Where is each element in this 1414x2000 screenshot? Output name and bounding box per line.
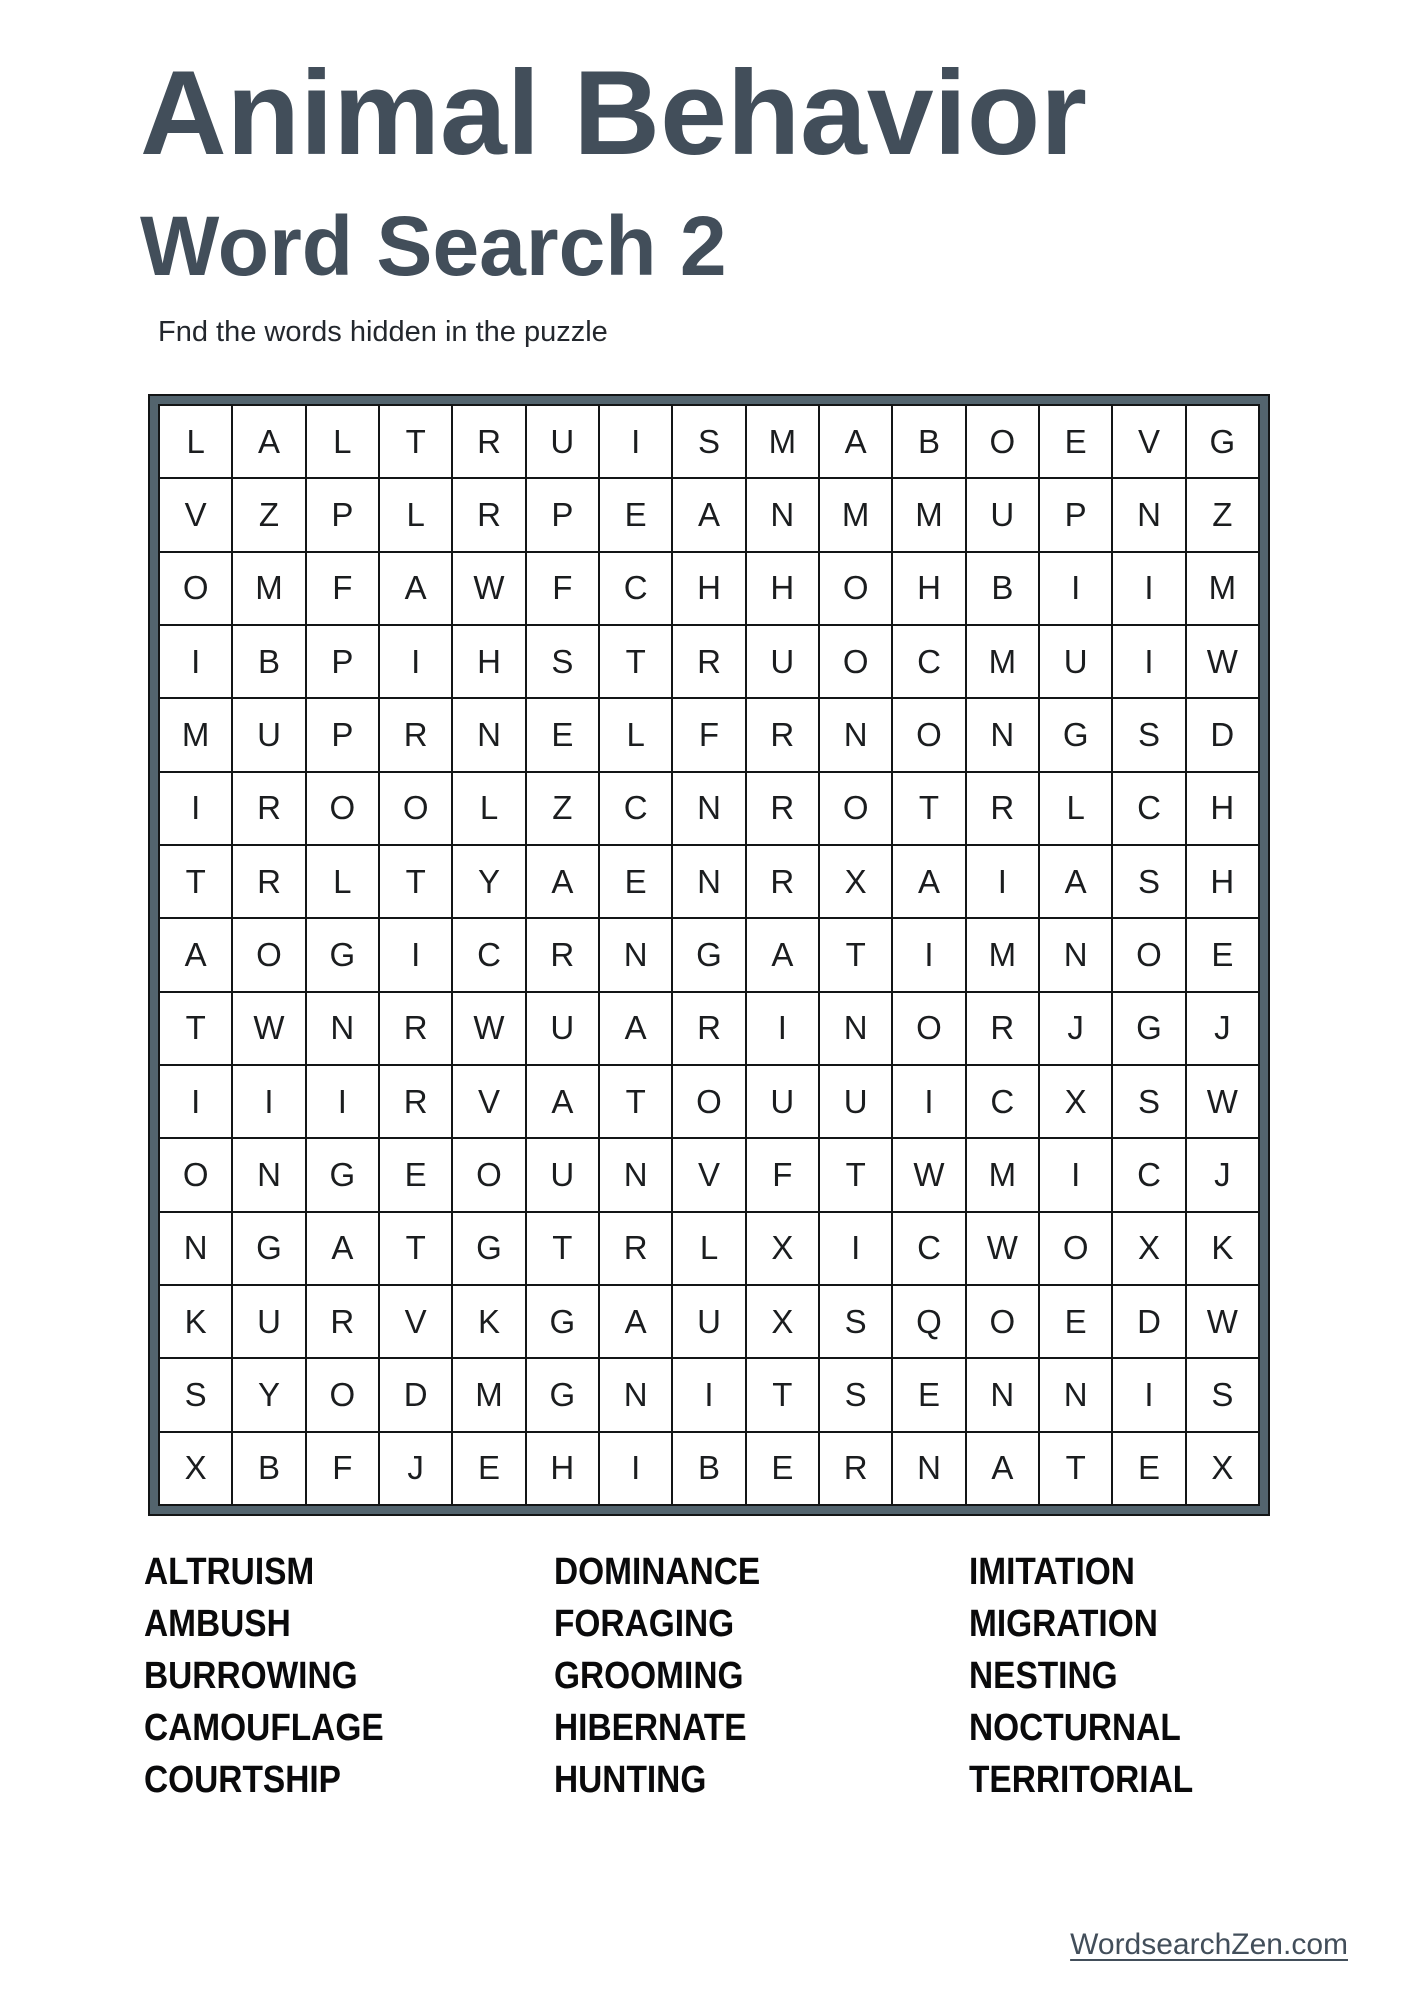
- grid-cell: S: [820, 1359, 891, 1430]
- word-list-item: FORAGING: [554, 1603, 735, 1645]
- grid-cell: W: [1187, 626, 1258, 697]
- grid-cell: L: [307, 846, 378, 917]
- grid-cell: M: [967, 1139, 1038, 1210]
- grid-cell: C: [1113, 1139, 1184, 1210]
- grid-cell: I: [893, 1066, 964, 1137]
- grid-cell: C: [600, 773, 671, 844]
- grid-cell: J: [1187, 1139, 1258, 1210]
- grid-cell: N: [820, 993, 891, 1064]
- grid-cell: U: [233, 1286, 304, 1357]
- grid-cell: N: [600, 1139, 671, 1210]
- word-list-item: BURROWING: [144, 1655, 358, 1697]
- grid-cell: M: [1187, 553, 1258, 624]
- word-list-item: MIGRATION: [969, 1603, 1158, 1645]
- grid-cell: T: [380, 846, 451, 917]
- grid-cell: P: [1040, 479, 1111, 550]
- grid-cell: E: [453, 1433, 524, 1504]
- grid-cell: R: [380, 699, 451, 770]
- grid-cell: H: [1187, 773, 1258, 844]
- word-list-item: NESTING: [969, 1655, 1118, 1697]
- grid-cell: U: [967, 479, 1038, 550]
- grid-cell: V: [1113, 406, 1184, 477]
- grid-cell: W: [233, 993, 304, 1064]
- grid-cell: M: [967, 626, 1038, 697]
- grid-cell: W: [893, 1139, 964, 1210]
- grid-cell: U: [233, 699, 304, 770]
- grid-cell: H: [893, 553, 964, 624]
- grid-cell: W: [453, 553, 524, 624]
- grid-cell: I: [1113, 553, 1184, 624]
- grid-cell: U: [527, 1139, 598, 1210]
- grid-cell: U: [747, 626, 818, 697]
- grid-cell: K: [160, 1286, 231, 1357]
- grid-cell: M: [747, 406, 818, 477]
- grid-cell: N: [673, 773, 744, 844]
- grid-cell: O: [820, 773, 891, 844]
- grid-cell: Y: [233, 1359, 304, 1430]
- grid-cell: W: [967, 1213, 1038, 1284]
- grid-cell: N: [967, 1359, 1038, 1430]
- grid-cell: U: [820, 1066, 891, 1137]
- grid-cell: H: [527, 1433, 598, 1504]
- grid-cell: A: [820, 406, 891, 477]
- grid-cell: G: [233, 1213, 304, 1284]
- grid-cell: G: [307, 1139, 378, 1210]
- grid-cell: R: [380, 1066, 451, 1137]
- grid-cell: R: [527, 919, 598, 990]
- grid-cell: A: [600, 993, 671, 1064]
- grid-cell: C: [893, 626, 964, 697]
- word-list-item: IMITATION: [969, 1551, 1135, 1593]
- grid-cell: E: [1113, 1433, 1184, 1504]
- grid-cell: L: [160, 406, 231, 477]
- grid-cell: C: [967, 1066, 1038, 1137]
- grid-cell: L: [600, 699, 671, 770]
- grid-cell: T: [893, 773, 964, 844]
- grid-cell: X: [820, 846, 891, 917]
- grid-cell: I: [747, 993, 818, 1064]
- grid-cell: S: [1187, 1359, 1258, 1430]
- grid-cell: N: [1113, 479, 1184, 550]
- grid-cell: S: [1113, 846, 1184, 917]
- grid-cell: A: [527, 846, 598, 917]
- grid-cell: R: [747, 773, 818, 844]
- grid-cell: L: [673, 1213, 744, 1284]
- grid-cell: I: [307, 1066, 378, 1137]
- grid-cell: O: [160, 1139, 231, 1210]
- grid-cell: X: [160, 1433, 231, 1504]
- grid-cell: V: [673, 1139, 744, 1210]
- word-list-item: HIBERNATE: [554, 1707, 747, 1749]
- grid-cell: U: [673, 1286, 744, 1357]
- word-list-item: NOCTURNAL: [969, 1707, 1181, 1749]
- grid-cell: V: [453, 1066, 524, 1137]
- grid-cell: O: [1113, 919, 1184, 990]
- grid-cell: G: [453, 1213, 524, 1284]
- grid-cell: C: [893, 1213, 964, 1284]
- grid-cell: O: [307, 1359, 378, 1430]
- grid-cell: E: [600, 846, 671, 917]
- grid-cell: X: [1040, 1066, 1111, 1137]
- grid-cell: E: [1040, 406, 1111, 477]
- grid-cell: L: [380, 479, 451, 550]
- grid-cell: N: [747, 479, 818, 550]
- grid-cell: V: [380, 1286, 451, 1357]
- grid-cell: E: [527, 699, 598, 770]
- grid-cell: E: [1040, 1286, 1111, 1357]
- grid-cell: N: [600, 1359, 671, 1430]
- grid-cell: M: [453, 1359, 524, 1430]
- grid-cell: M: [967, 919, 1038, 990]
- grid-cell: A: [233, 406, 304, 477]
- grid-cell: L: [307, 406, 378, 477]
- grid-cell: O: [160, 553, 231, 624]
- grid-cell: A: [1040, 846, 1111, 917]
- site-link[interactable]: WordsearchZen.com: [1070, 1928, 1348, 1961]
- grid-cell: W: [453, 993, 524, 1064]
- grid-cell: R: [233, 773, 304, 844]
- grid-cell: I: [380, 626, 451, 697]
- grid-cell: O: [1040, 1213, 1111, 1284]
- grid-cell: T: [160, 846, 231, 917]
- grid-cell: R: [747, 846, 818, 917]
- grid-cell: F: [673, 699, 744, 770]
- grid-cell: A: [673, 479, 744, 550]
- grid-cell: X: [747, 1286, 818, 1357]
- grid-cell: D: [380, 1359, 451, 1430]
- grid-cell: S: [820, 1286, 891, 1357]
- grid-cell: Z: [1187, 479, 1258, 550]
- grid-cell: A: [160, 919, 231, 990]
- grid-cell: X: [747, 1213, 818, 1284]
- word-list-column: [969, 1546, 1304, 1806]
- grid-cell: P: [307, 699, 378, 770]
- grid-cell: I: [233, 1066, 304, 1137]
- grid-cell: A: [600, 1286, 671, 1357]
- grid-cell: G: [1113, 993, 1184, 1064]
- word-list-column: [144, 1546, 554, 1806]
- grid-cell: A: [967, 1433, 1038, 1504]
- grid-cell: I: [673, 1359, 744, 1430]
- word-search-grid-frame: [148, 394, 1270, 1516]
- grid-cell: G: [527, 1286, 598, 1357]
- grid-cell: T: [1040, 1433, 1111, 1504]
- word-list-item: TERRITORIAL: [969, 1759, 1194, 1801]
- grid-cell: G: [527, 1359, 598, 1430]
- grid-cell: K: [1187, 1213, 1258, 1284]
- grid-cell: M: [893, 479, 964, 550]
- grid-cell: E: [600, 479, 671, 550]
- grid-cell: S: [527, 626, 598, 697]
- grid-cell: B: [233, 626, 304, 697]
- grid-cell: F: [747, 1139, 818, 1210]
- grid-cell: R: [380, 993, 451, 1064]
- grid-cell: R: [307, 1286, 378, 1357]
- grid-cell: O: [893, 993, 964, 1064]
- grid-cell: O: [233, 919, 304, 990]
- grid-cell: B: [893, 406, 964, 477]
- grid-cell: N: [600, 919, 671, 990]
- grid-cell: A: [893, 846, 964, 917]
- grid-cell: P: [527, 479, 598, 550]
- grid-cell: N: [820, 699, 891, 770]
- word-list-item: ALTRUISM: [144, 1551, 315, 1593]
- grid-cell: O: [967, 1286, 1038, 1357]
- grid-cell: C: [1113, 773, 1184, 844]
- grid-cell: I: [380, 919, 451, 990]
- grid-cell: W: [1187, 1286, 1258, 1357]
- grid-cell: I: [1113, 1359, 1184, 1430]
- grid-cell: A: [527, 1066, 598, 1137]
- grid-cell: T: [160, 993, 231, 1064]
- grid-cell: O: [307, 773, 378, 844]
- grid-cell: R: [453, 406, 524, 477]
- grid-cell: R: [967, 993, 1038, 1064]
- grid-cell: R: [673, 626, 744, 697]
- grid-cell: F: [527, 553, 598, 624]
- grid-cell: G: [1040, 699, 1111, 770]
- grid-cell: G: [673, 919, 744, 990]
- grid-cell: E: [747, 1433, 818, 1504]
- word-list-item: COURTSHIP: [144, 1759, 341, 1801]
- grid-cell: R: [233, 846, 304, 917]
- grid-cell: I: [820, 1213, 891, 1284]
- grid-cell: T: [820, 919, 891, 990]
- grid-cell: A: [380, 553, 451, 624]
- grid-cell: Y: [453, 846, 524, 917]
- grid-cell: O: [673, 1066, 744, 1137]
- grid-cell: E: [380, 1139, 451, 1210]
- grid-cell: X: [1113, 1213, 1184, 1284]
- grid-cell: T: [380, 1213, 451, 1284]
- grid-cell: H: [1187, 846, 1258, 917]
- grid-cell: C: [600, 553, 671, 624]
- grid-cell: U: [527, 406, 598, 477]
- grid-cell: Z: [233, 479, 304, 550]
- grid-cell: U: [1040, 626, 1111, 697]
- grid-cell: Q: [893, 1286, 964, 1357]
- grid-cell: X: [1187, 1433, 1258, 1504]
- grid-cell: C: [453, 919, 524, 990]
- grid-cell: O: [967, 406, 1038, 477]
- grid-cell: S: [1113, 1066, 1184, 1137]
- grid-cell: N: [233, 1139, 304, 1210]
- grid-cell: B: [967, 553, 1038, 624]
- grid-cell: E: [1187, 919, 1258, 990]
- grid-cell: S: [160, 1359, 231, 1430]
- grid-cell: L: [453, 773, 524, 844]
- grid-cell: N: [453, 699, 524, 770]
- grid-cell: O: [820, 553, 891, 624]
- grid-cell: O: [453, 1139, 524, 1210]
- grid-cell: S: [1113, 699, 1184, 770]
- grid-cell: I: [1040, 553, 1111, 624]
- grid-cell: G: [1187, 406, 1258, 477]
- grid-cell: J: [380, 1433, 451, 1504]
- grid-cell: T: [600, 1066, 671, 1137]
- grid-cell: S: [673, 406, 744, 477]
- grid-cell: N: [673, 846, 744, 917]
- grid-cell: I: [600, 406, 671, 477]
- grid-cell: I: [600, 1433, 671, 1504]
- grid-cell: R: [673, 993, 744, 1064]
- grid-cell: M: [820, 479, 891, 550]
- grid-cell: I: [967, 846, 1038, 917]
- grid-cell: R: [820, 1433, 891, 1504]
- grid-cell: T: [380, 406, 451, 477]
- grid-cell: M: [160, 699, 231, 770]
- grid-cell: N: [893, 1433, 964, 1504]
- grid-cell: O: [380, 773, 451, 844]
- grid-cell: T: [527, 1213, 598, 1284]
- word-search-grid: [158, 404, 1260, 1506]
- grid-cell: D: [1187, 699, 1258, 770]
- grid-cell: F: [307, 1433, 378, 1504]
- grid-cell: R: [453, 479, 524, 550]
- grid-cell: I: [160, 773, 231, 844]
- grid-cell: N: [1040, 919, 1111, 990]
- word-list-item: CAMOUFLAGE: [144, 1707, 384, 1749]
- word-list-item: DOMINANCE: [554, 1551, 761, 1593]
- grid-cell: I: [1113, 626, 1184, 697]
- grid-cell: M: [233, 553, 304, 624]
- grid-cell: I: [893, 919, 964, 990]
- grid-cell: F: [307, 553, 378, 624]
- grid-cell: A: [747, 919, 818, 990]
- puzzle-title: Animal Behavior: [140, 46, 1087, 180]
- grid-cell: I: [160, 1066, 231, 1137]
- puzzle-instruction: Fnd the words hidden in the puzzle: [158, 316, 608, 348]
- word-list-item: GROOMING: [554, 1655, 744, 1697]
- grid-cell: H: [747, 553, 818, 624]
- grid-cell: Z: [527, 773, 598, 844]
- grid-cell: L: [1040, 773, 1111, 844]
- grid-cell: N: [160, 1213, 231, 1284]
- grid-cell: T: [820, 1139, 891, 1210]
- word-list-column: [554, 1546, 969, 1806]
- grid-cell: W: [1187, 1066, 1258, 1137]
- grid-cell: T: [600, 626, 671, 697]
- grid-cell: I: [160, 626, 231, 697]
- grid-cell: G: [307, 919, 378, 990]
- grid-cell: N: [967, 699, 1038, 770]
- grid-cell: B: [233, 1433, 304, 1504]
- grid-cell: O: [820, 626, 891, 697]
- word-list-item: AMBUSH: [144, 1603, 291, 1645]
- grid-cell: O: [893, 699, 964, 770]
- grid-cell: J: [1040, 993, 1111, 1064]
- word-list-item: HUNTING: [554, 1759, 707, 1801]
- grid-cell: P: [307, 626, 378, 697]
- grid-cell: H: [453, 626, 524, 697]
- grid-cell: R: [967, 773, 1038, 844]
- grid-cell: P: [307, 479, 378, 550]
- grid-cell: D: [1113, 1286, 1184, 1357]
- word-list: [144, 1546, 1304, 1806]
- grid-cell: U: [747, 1066, 818, 1137]
- grid-cell: N: [1040, 1359, 1111, 1430]
- grid-cell: T: [747, 1359, 818, 1430]
- puzzle-subtitle: Word Search 2: [140, 199, 727, 293]
- grid-cell: R: [600, 1213, 671, 1284]
- grid-cell: J: [1187, 993, 1258, 1064]
- grid-cell: A: [307, 1213, 378, 1284]
- grid-cell: R: [747, 699, 818, 770]
- grid-cell: E: [893, 1359, 964, 1430]
- grid-cell: K: [453, 1286, 524, 1357]
- grid-cell: U: [527, 993, 598, 1064]
- grid-cell: B: [673, 1433, 744, 1504]
- grid-cell: I: [1040, 1139, 1111, 1210]
- grid-cell: N: [307, 993, 378, 1064]
- grid-cell: H: [673, 553, 744, 624]
- grid-cell: V: [160, 479, 231, 550]
